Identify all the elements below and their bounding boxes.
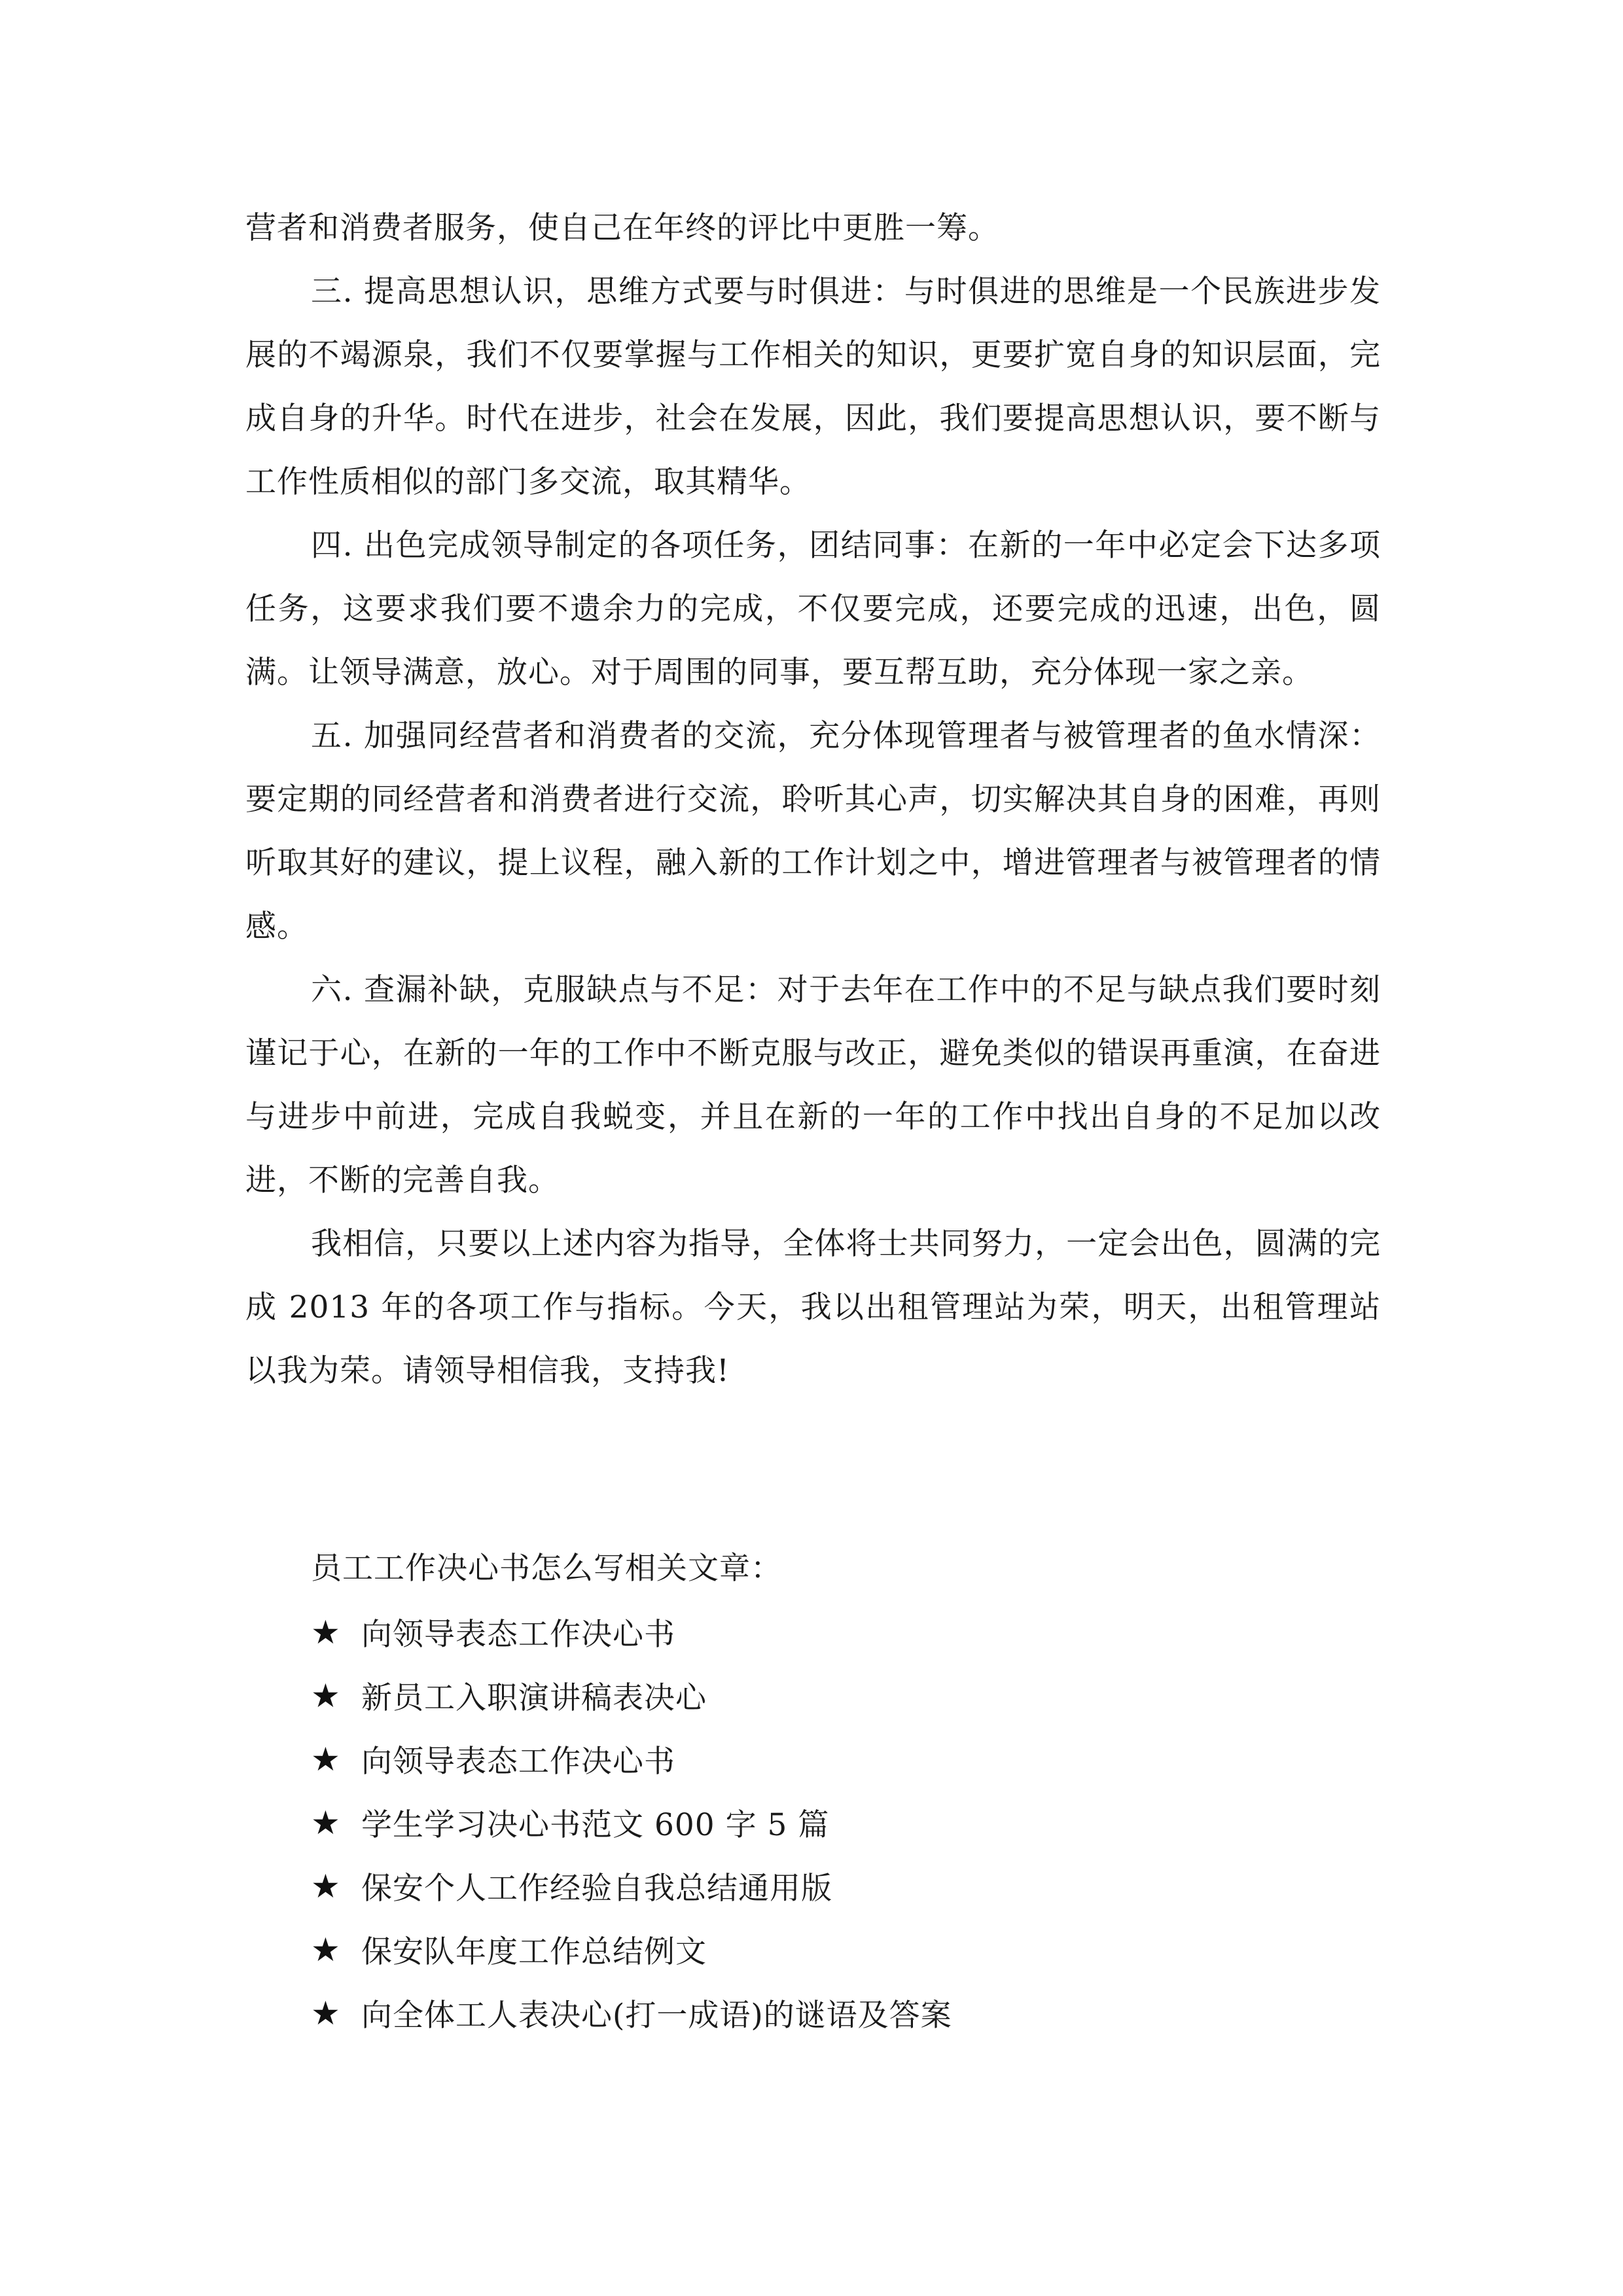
related-article-link[interactable]: 向领导表态工作决心书 <box>361 1744 675 1780</box>
related-articles-list <box>311 1600 1358 2045</box>
document-body <box>245 196 1381 1403</box>
star-icon: ★ <box>311 1867 341 1905</box>
related-article-item[interactable] <box>311 1791 1358 1854</box>
related-articles <box>311 1537 1358 2045</box>
star-icon: ★ <box>311 1676 341 1715</box>
related-article-link[interactable]: 学生学习决心书范文 600 字 5 篇 <box>361 1807 830 1843</box>
star-icon: ★ <box>311 1930 341 1969</box>
related-article-link[interactable]: 保安个人工作经验自我总结通用版 <box>361 1871 832 1907</box>
related-article-link[interactable]: 保安队年度工作总结例文 <box>361 1934 707 1970</box>
paragraph-section-5: 五. 加强同经营者和消费者的交流，充分体现管理者与被管理者的鱼水情深：要定期的同经营者和消费者进行交流，聆听其心声，切实解决其自身的困难，再则听取其好的建议，提上议程，融入新的工作计划之中，增进管理者与被管理者的情感。 <box>245 718 1381 944</box>
star-icon: ★ <box>311 1613 341 1651</box>
related-article-item[interactable] <box>311 1854 1358 1918</box>
star-icon: ★ <box>311 1740 341 1778</box>
related-article-item[interactable] <box>311 1664 1358 1727</box>
paragraph-section-3: 三. 提高思想认识，思维方式要与时俱进：与时俱进的思维是一个民族进步发展的不竭源泉，我们不仅要掌握与工作相关的知识，更要扩宽自身的知识层面，完成自身的升华。时代在进步，社会在发展，因此，我们要提高思想认识，要不断与工作性质相似的部门多交流，取其精华。 <box>245 274 1381 500</box>
star-icon: ★ <box>311 1994 341 2032</box>
related-articles-title: 员工工作决心书怎么写相关文章： <box>311 1551 782 1587</box>
related-article-link[interactable]: 向领导表态工作决心书 <box>361 1617 675 1653</box>
related-article-item[interactable] <box>311 1981 1358 2045</box>
paragraph-section-6: 六. 查漏补缺，克服缺点与不足：对于去年在工作中的不足与缺点我们要时刻谨记于心，在新的一年的工作中不断克服与改正，避免类似的错误再重演，在奋进与进步中前进，完成自我蜕变，并且在新的一年的工作中找出自身的不足加以改进，不断的完善自我。 <box>245 972 1381 1198</box>
star-icon: ★ <box>311 1803 341 1842</box>
related-article-item[interactable] <box>311 1727 1358 1791</box>
related-article-link[interactable]: 新员工入职演讲稿表决心 <box>361 1680 707 1716</box>
paragraph-section-4: 四. 出色完成领导制定的各项任务，团结同事：在新的一年中必定会下达多项任务，这要求我们要不遗余力的完成，不仅要完成，还要完成的迅速，出色，圆满。让领导满意，放心。对于周围的同事，要互帮互助，充分体现一家之亲。 <box>245 528 1381 691</box>
paragraph-conclusion: 我相信，只要以上述内容为指导，全体将士共同努力，一定会出色，圆满的完成 2013 年的各项工作与指标。今天，我以出租管理站为荣，明天，出租管理站以我为荣。请领导相信我，支持我! <box>245 1226 1381 1389</box>
related-article-item[interactable] <box>311 1600 1358 1664</box>
related-article-item[interactable] <box>311 1918 1358 1981</box>
paragraph-continuation: 营者和消费者服务，使自己在年终的评比中更胜一筹。 <box>245 210 999 246</box>
related-article-link[interactable]: 向全体工人表决心(打一成语)的谜语及答案 <box>361 1998 952 2034</box>
